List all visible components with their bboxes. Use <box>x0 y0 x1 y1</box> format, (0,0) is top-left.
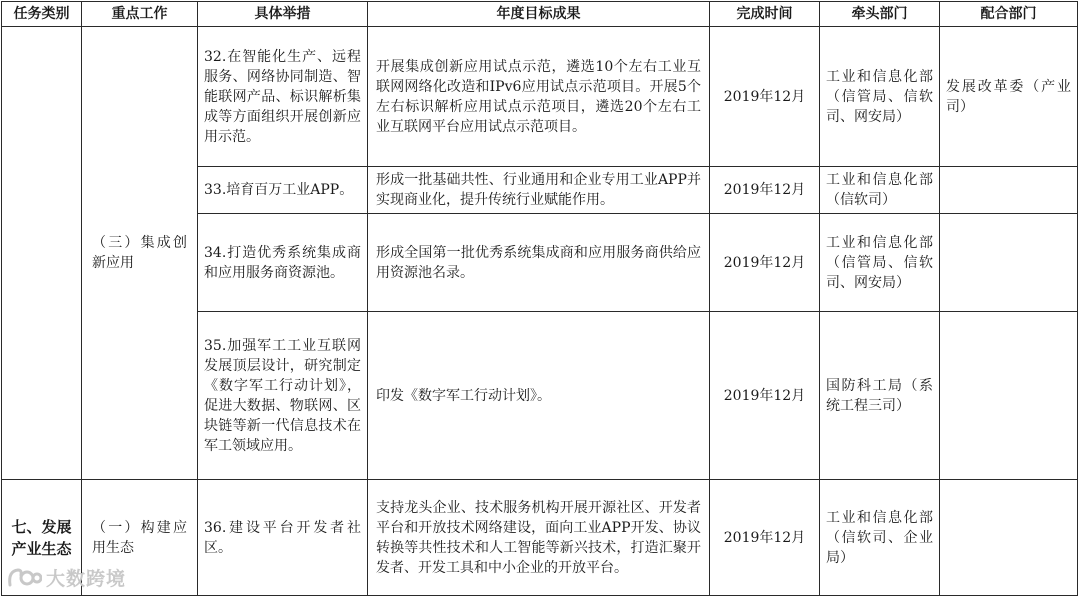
focus-cell: （三）集成创新应用 <box>82 27 198 480</box>
header-measure: 具体举措 <box>198 2 368 27</box>
header-time: 完成时间 <box>710 2 820 27</box>
header-lead: 牵头部门 <box>820 2 940 27</box>
plan-table <box>1 1 1078 596</box>
header-goal: 年度目标成果 <box>368 2 710 27</box>
header-row <box>2 2 1078 27</box>
watermark <box>6 564 126 591</box>
table-row <box>2 27 1078 167</box>
category-cell <box>2 27 82 480</box>
time-cell: 2019年12月 <box>710 214 820 312</box>
table-row <box>2 480 1078 596</box>
lead-cell: 工业和信息化部（信管局、信软司、网安局） <box>820 27 940 167</box>
goal-cell: 形成一批基础共性、行业通用和企业专用工业APP并实现商业化，提升传统行业赋能作用。 <box>368 167 710 214</box>
lead-cell: 工业和信息化部（信管局、信软司、网安局） <box>820 214 940 312</box>
watermark-text: 大数跨境 <box>46 568 127 590</box>
time-cell: 2019年12月 <box>710 480 820 596</box>
measure-cell: 36.建设平台开发者社区。 <box>198 480 368 596</box>
measure-cell: 34.打造优秀系统集成商和应用服务商资源池。 <box>198 214 368 312</box>
support-cell <box>940 167 1078 214</box>
support-cell <box>940 312 1078 480</box>
time-cell: 2019年12月 <box>710 312 820 480</box>
goal-cell: 形成全国第一批优秀系统集成商和应用服务商供给应用资源池名录。 <box>368 214 710 312</box>
lead-cell: 工业和信息化部（信软司、企业局） <box>820 480 940 596</box>
support-cell <box>940 214 1078 312</box>
measure-cell: 32.在智能化生产、远程服务、网络协同制造、智能联网产品、标识解析集成等方面组织开展创新应用示范。 <box>198 27 368 167</box>
goal-cell: 开展集成创新应用试点示范，遴选10个左右工业互联网网络化改造和IPv6应用试点示范项目。开展5个左右标识解析应用试点示范项目，遴选20个左右工业互联网平台应用试点示范项目。 <box>368 27 710 167</box>
header-support: 配合部门 <box>940 2 1078 27</box>
goal-cell: 支持龙头企业、技术服务机构开展开源社区、开发者平台和开放技术网络建设，面向工业APP开发、协议转换等共性技术和人工智能等新兴技术，打造汇聚开发者、开发工具和中小企业的开放平台。 <box>368 480 710 596</box>
header-focus: 重点工作 <box>82 2 198 27</box>
lead-cell: 工业和信息化部（信软司） <box>820 167 940 214</box>
time-cell: 2019年12月 <box>710 27 820 167</box>
time-cell: 2019年12月 <box>710 167 820 214</box>
header-category: 任务类别 <box>2 2 82 27</box>
focus-cell: （一）构建应用生态 <box>82 480 198 596</box>
logo-mark-icon <box>6 565 42 591</box>
goal-cell: 印发《数字军工行动计划》。 <box>368 312 710 480</box>
measure-cell: 33.培育百万工业APP。 <box>198 167 368 214</box>
category-cell: 七、发展产业生态 <box>2 480 82 596</box>
support-cell: 发展改革委（产业司） <box>940 27 1078 167</box>
lead-cell: 国防科工局（系统工程三司） <box>820 312 940 480</box>
support-cell <box>940 480 1078 596</box>
measure-cell: 35.加强军工工业互联网发展顶层设计，研究制定《数字军工行动计划》，促进大数据、物联网、区块链等新一代信息技术在军工领域应用。 <box>198 312 368 480</box>
